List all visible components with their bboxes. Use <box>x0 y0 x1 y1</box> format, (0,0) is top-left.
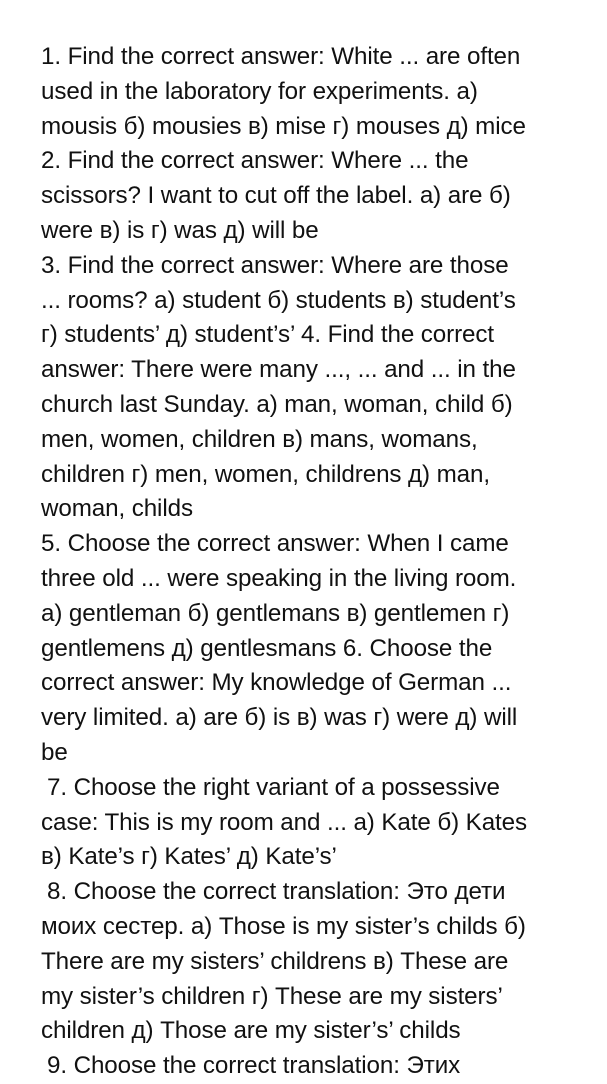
text-line: men, women, children в) mans, womans, <box>41 425 478 453</box>
text-line: case: This is my room and ... а) Kate б) Kates <box>41 808 528 836</box>
text-line: ... rooms? а) student б) students в) student’s <box>41 286 516 314</box>
text-line: children г) men, women, childrens д) man, <box>41 460 491 488</box>
text-line: scissors? I want to cut off the label. а) are б) <box>41 182 511 210</box>
text-line: mousis б) mousies в) mise г) mouses д) mice <box>41 112 526 140</box>
text-line: church last Sunday. а) man, woman, child б) <box>41 390 513 418</box>
text-line: used in the laboratory for experiments. а) <box>41 77 478 105</box>
text-line: my sister’s children г) These are my sisters’ <box>41 982 503 1010</box>
text-line: children д) Those are my sister’s’ childs <box>41 1017 461 1045</box>
text-line: correct answer: My knowledge of German ... <box>41 669 512 697</box>
text-line: моих сестер. а) Those is my sister’s childs б) <box>41 912 526 940</box>
text-line: 8. Choose the correct translation: Это дети <box>47 878 506 906</box>
text-line: were в) is г) was д) will be <box>41 216 319 244</box>
text-line: а) gentleman б) gentlemans в) gentlemen г) <box>41 599 510 627</box>
text-line: 5. Choose the correct answer: When I came <box>41 530 509 558</box>
text-line: woman, childs <box>41 495 193 523</box>
text-line: 3. Find the correct answer: Where are those <box>41 251 509 279</box>
text-line: three old ... were speaking in the living room. <box>41 564 517 592</box>
text-line: be <box>41 738 68 766</box>
text-line: There are my sisters’ childrens в) These are <box>41 947 509 975</box>
text-line: в) Kate’s г) Kates’ д) Kate’s’ <box>41 843 337 871</box>
document-body <box>0 40 607 1084</box>
text-line: 1. Find the correct answer: White ... are often <box>41 43 521 70</box>
text-line: answer: There were many ..., ... and ... in the <box>41 356 516 384</box>
text-line: г) students’ д) student’s’ 4. Find the correct <box>41 321 495 349</box>
text-line: gentlemens д) gentlesmans 6. Choose the <box>41 634 493 662</box>
text-line: 2. Find the correct answer: Where ... the <box>41 147 469 175</box>
text-line: very limited. а) are б) is в) was г) were д) will <box>41 704 518 732</box>
text-line: 7. Choose the right variant of a possessive <box>47 773 500 801</box>
text-line: 9. Choose the correct translation: Этих <box>47 1052 461 1080</box>
